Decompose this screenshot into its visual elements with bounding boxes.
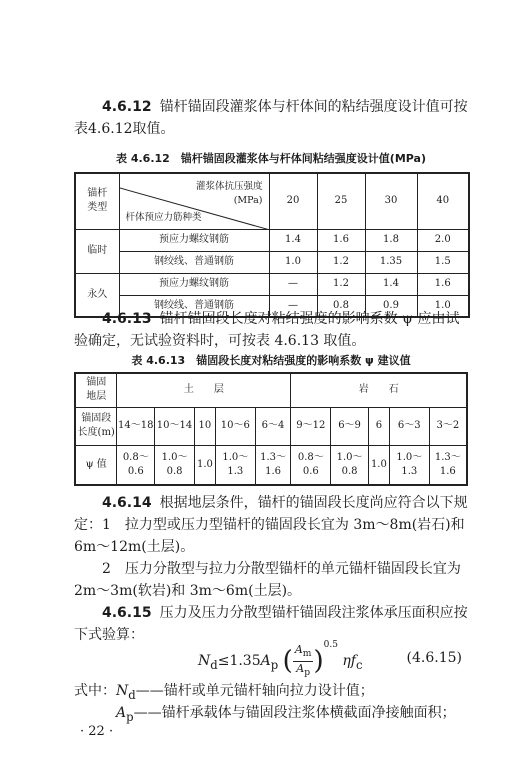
col-header-20: 20 (269, 173, 317, 229)
soil-length: 10 (194, 407, 215, 445)
rock-length: 3～2 (429, 407, 467, 445)
page-number: · 22 · (80, 724, 114, 739)
table-cell: 1.35 (365, 251, 417, 273)
equation-number: (4.6.15) (406, 650, 462, 666)
definition-intro: 式中： (74, 683, 116, 699)
col-header-40: 40 (417, 173, 469, 229)
row-kind: 钢绞线、普通钢筋 (119, 251, 269, 273)
soil-length: 10～6 (215, 407, 255, 445)
table-cell: 1.2 (317, 273, 365, 295)
row-kind: 预应力螺纹钢筋 (119, 273, 269, 295)
soil-length: 10～14 (155, 407, 195, 445)
clause-number: 4.6.13 (102, 311, 152, 327)
table-4-6-13-caption: 表 4.6.13 锚固段长度对粘结强度的影响系数 ψ 建议值 (131, 354, 411, 367)
grout-strength-header: 灌浆体抗压强度 (MPa) (195, 181, 263, 206)
rock-psi: 1.0～ 1.3 (389, 445, 429, 485)
clause-number: 4.6.15 (102, 605, 152, 621)
clause-number: 4.6.14 (102, 495, 152, 511)
col-header-25: 25 (317, 173, 365, 229)
table-cell: 1.4 (269, 229, 317, 251)
formula-expression (198, 640, 363, 679)
rock-psi: 0.8～ 0.6 (291, 445, 331, 485)
formula-subscript: m (302, 648, 312, 660)
rule-item-1: 1 拉力型或压力型锚杆的锚固段长宜为 3m～8m(岩石)和6m～12m(土层)。 (74, 517, 465, 555)
tendon-type-header: 杆体预应力筋种类 (125, 211, 202, 223)
clause-text: 锚杆锚固段灌浆体与杆体间的粘结强度设计值可按表4.6.12取值。 (74, 99, 468, 137)
psi-coefficient-table (74, 372, 468, 486)
soil-length: 14～18 (117, 407, 155, 445)
formula-subscript: p (126, 709, 134, 724)
table-cell: 1.4 (365, 273, 417, 295)
soil-header: 土 层 (117, 373, 291, 407)
table-cell: 1.0 (269, 251, 317, 273)
table-cell: 1.8 (365, 229, 417, 251)
rock-length: 9～12 (291, 407, 331, 445)
rock-psi: 1.3～ 1.6 (429, 445, 467, 485)
table-cell: 1.0 (417, 295, 469, 317)
table-cell: 0.9 (365, 295, 417, 317)
table-cell: 1.5 (417, 251, 469, 273)
row-kind: 钢绞线、普通钢筋 (119, 295, 269, 317)
table-cell: 1.6 (317, 229, 365, 251)
rock-psi: 1.0 (368, 445, 389, 485)
area-ratio-fraction (293, 643, 314, 678)
rock-header: 岩 石 (291, 373, 467, 407)
formula-symbol: ηf (342, 653, 356, 669)
clause-number: 4.6.12 (102, 99, 152, 115)
psi-label: ψ 值 (75, 445, 117, 485)
soil-psi: 1.0 (194, 445, 215, 485)
formula-symbol: N (116, 683, 129, 699)
formula-symbol: N (198, 653, 211, 669)
layer-label: 锚固 地层 (75, 373, 117, 407)
clause-text: 根据地层条件，锚杆的锚固段长度尚应符合以下规定： (74, 495, 468, 533)
soil-psi: 1.3～ 1.6 (255, 445, 291, 485)
diagonal-header-cell (119, 173, 269, 229)
clause-text: 锚杆锚固段长度对粘结强度的影响系数 ψ 应由试验确定，无试验资料时，可按表 4.6.13 取值。 (74, 311, 460, 349)
row-kind: 预应力螺纹钢筋 (119, 229, 269, 251)
formula-symbol: A (116, 705, 127, 721)
soil-psi: 1.0～ 1.3 (215, 445, 255, 485)
soil-length: 6～4 (255, 407, 291, 445)
right-paren: ) (313, 646, 324, 676)
table-cell: 1.2 (317, 251, 365, 273)
row-type-permanent: 永久 (75, 273, 119, 317)
clause-4-6-12 (74, 96, 468, 140)
formula-symbol: A (260, 653, 271, 669)
table-cell: — (269, 295, 317, 317)
formula-4-6-15 (74, 636, 468, 680)
anchor-type-header: 锚杆 类型 (75, 173, 119, 229)
soil-psi: 1.0～ 0.8 (155, 445, 195, 485)
table-cell: — (269, 273, 317, 295)
formula-subscript: p (304, 666, 311, 678)
table-cell: 0.8 (317, 295, 365, 317)
left-paren: ( (282, 646, 293, 676)
clause-text: 压力及压力分散型锚杆锚固段注浆体承压面积应按下式验算： (74, 605, 468, 643)
row-type-temporary: 临时 (75, 229, 119, 273)
definition-ap (116, 702, 496, 728)
clause-4-6-13 (74, 308, 468, 352)
rock-psi: 1.0～ 0.8 (331, 445, 369, 485)
formula-subscript: d (128, 687, 136, 702)
bond-strength-table (74, 172, 470, 318)
formula-operator: ≤1.35 (217, 653, 261, 669)
formula-subscript: d (210, 657, 218, 672)
table-cell: 2.0 (417, 229, 469, 251)
length-label: 锚固段 长度(m) (75, 407, 117, 445)
formula-exponent: 0.5 (323, 640, 338, 650)
formula-subscript: c (355, 657, 363, 672)
formula-symbol: A (294, 643, 303, 657)
rock-length: 6～9 (331, 407, 369, 445)
table-cell: 1.6 (417, 273, 469, 295)
soil-psi: 0.8～ 0.6 (117, 445, 155, 485)
table-4-6-12-caption: 表 4.6.12 锚杆锚固段灌浆体与杆体间粘结强度设计值(MPa) (116, 152, 426, 165)
formula-symbol: A (296, 661, 305, 675)
rule-item-2: 2 压力分散型与拉力分散型锚杆的单元锚杆锚固段长宜为2m～3m(软岩)和 3m～6m(土层)。 (74, 561, 461, 599)
col-header-30: 30 (365, 173, 417, 229)
rock-length: 6～3 (389, 407, 429, 445)
definition-text: ——锚杆承载体与锚固段注浆体横截面净接触面积； (133, 705, 456, 721)
definition-text: ——锚杆或单元锚杆轴向拉力设计值； (135, 683, 374, 699)
formula-subscript: p (270, 657, 279, 672)
rock-length: 6 (368, 407, 389, 445)
